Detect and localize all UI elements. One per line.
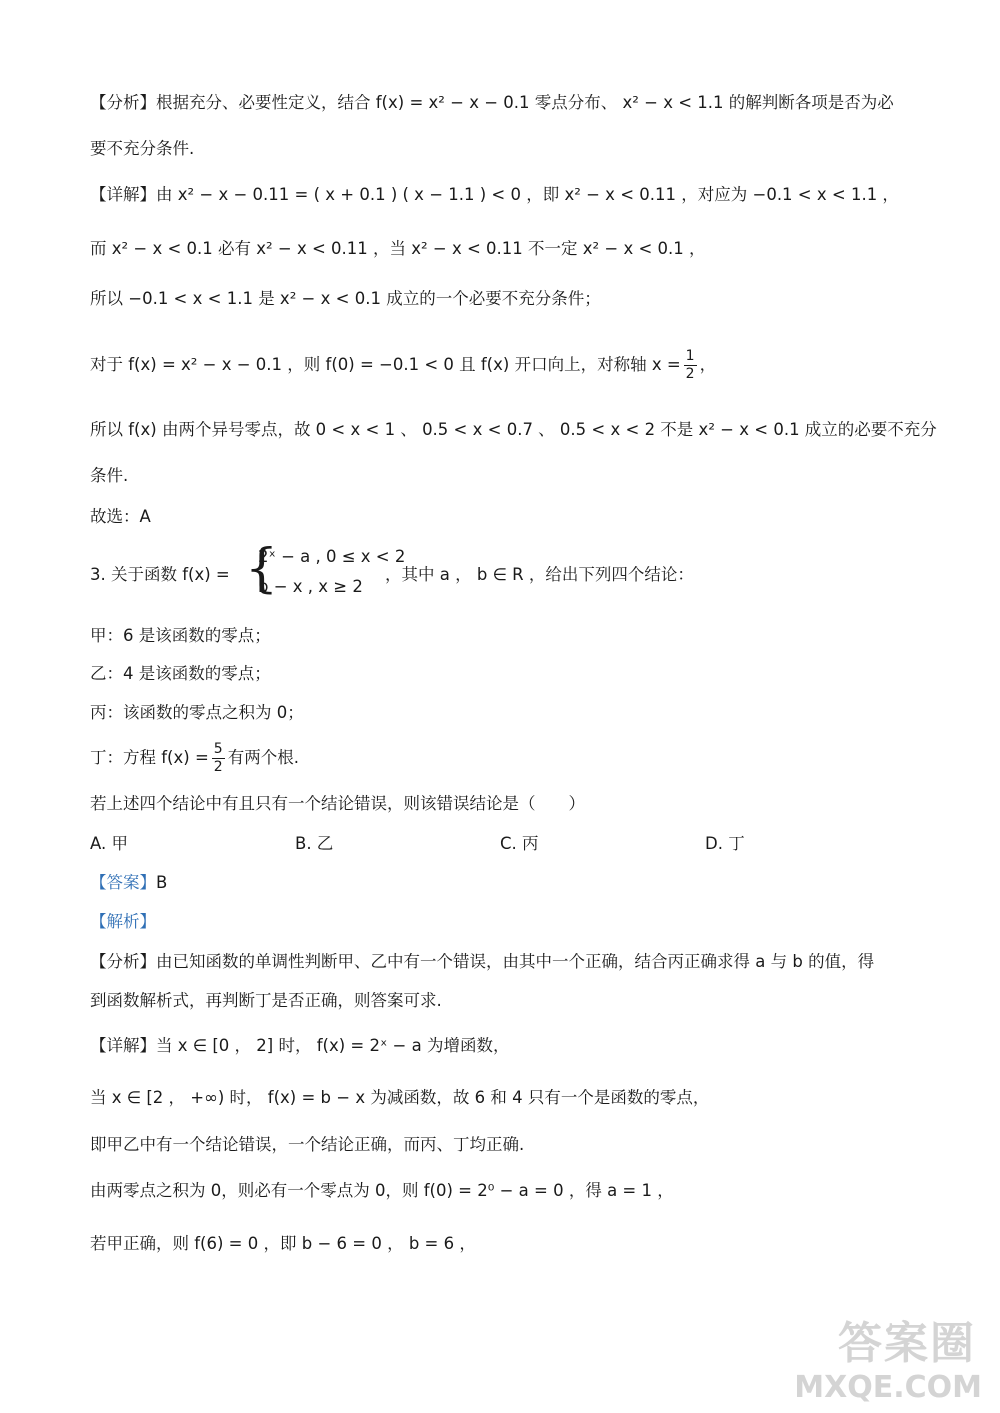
statement-ding: 丁：方程 f(x) = $\frac{5}{2}$ 有两个根.: [90, 741, 299, 775]
detail-line-1: 【详解】由 x² − x − 0.11 = ( x + 0.1 ) ( x − 1.1 ) < 0 ，即 x² − x < 0.11 ，对应为 −0.1 < x < 1.1 ，: [90, 185, 899, 204]
solution-detail-4: 由两零点之积为 0，则必有一个零点为 0，则 f(0) = 2⁰ − a = 0 ，得 a = 1 ，: [90, 1181, 674, 1200]
detail-line-6: 条件.: [90, 466, 129, 485]
fraction-five-halves: $\frac{5}{2}$: [213, 741, 223, 775]
watermark-logo: [796, 1307, 986, 1407]
brace-icon: {: [245, 539, 279, 599]
watermark-text: 答案圈: [838, 1318, 976, 1369]
detail-line-4: 对于 f(x) = x² − x − 0.1 ，则 f(0) = −0.1 < 0 且 f(x) 开口向上，对称轴 x = $\frac{1}{2}$ ，: [90, 348, 717, 382]
choice-line: 故选：A: [90, 507, 151, 526]
analysis-line-2: 要不充分条件.: [90, 139, 195, 158]
solution-detail-3: 即甲乙中有一个结论错误，一个结论正确，而丙、丁均正确.: [90, 1135, 525, 1154]
option-c: C. 丙: [500, 834, 539, 853]
statement-jia: 甲：6 是该函数的零点；: [90, 626, 271, 645]
option-a: A. 甲: [90, 834, 128, 853]
solution-detail-1: 【详解】当 x ∈ [0 ， 2] 时， f(x) = 2ˣ − a 为增函数，: [90, 1036, 510, 1055]
detail-line-5: 所以 f(x) 由两个异号零点，故 0 < x < 1 、 0.5 < x < 0.7 、 0.5 < x < 2 不是 x² − x < 0.1 成立的必要不充分: [90, 420, 937, 439]
detail-line-3: 所以 −0.1 < x < 1.1 是 x² − x < 0.1 成立的一个必要不充分条件；: [90, 289, 601, 308]
analysis-line-1: 【分析】根据充分、必要性定义，结合 f(x) = x² − x − 0.1 零点分布、 x² − x < 1.1 的解判断各项是否为必: [90, 93, 894, 112]
option-d: D. 丁: [705, 834, 745, 853]
solution-analysis-1: 【分析】由已知函数的单调性判断甲、乙中有一个错误，由其中一个正确，结合丙正确求得 a 与 b 的值，得: [90, 952, 875, 971]
analysis-heading: 【解析】: [90, 912, 156, 931]
statement-bing: 丙：该函数的零点之积为 0；: [90, 703, 304, 722]
detail-line-2: 而 x² − x < 0.1 必有 x² − x < 0.11 ，当 x² − x < 0.11 不一定 x² − x < 0.1 ，: [90, 239, 706, 258]
statement-yi: 乙：4 是该函数的零点；: [90, 664, 271, 683]
solution-detail-2: 当 x ∈ [2 ， +∞) 时， f(x) = b − x 为减函数，故 6 和 4 只有一个是函数的零点，: [90, 1088, 710, 1107]
watermark-url: MXQE.COM: [794, 1370, 982, 1405]
option-b: B. 乙: [295, 834, 334, 853]
solution-detail-5: 若甲正确，则 f(6) = 0 ，即 b − 6 = 0 ， b = 6 ，: [90, 1234, 476, 1253]
question-ask: 若上述四个结论中有且只有一个结论错误，则该错误结论是（ ）: [90, 794, 585, 813]
answer-line: 【答案】B: [90, 873, 168, 892]
fraction-one-half: $\frac{1}{2}$: [685, 348, 695, 382]
solution-analysis-2: 到函数解析式，再判断丁是否正确，则答案可求.: [90, 991, 442, 1010]
